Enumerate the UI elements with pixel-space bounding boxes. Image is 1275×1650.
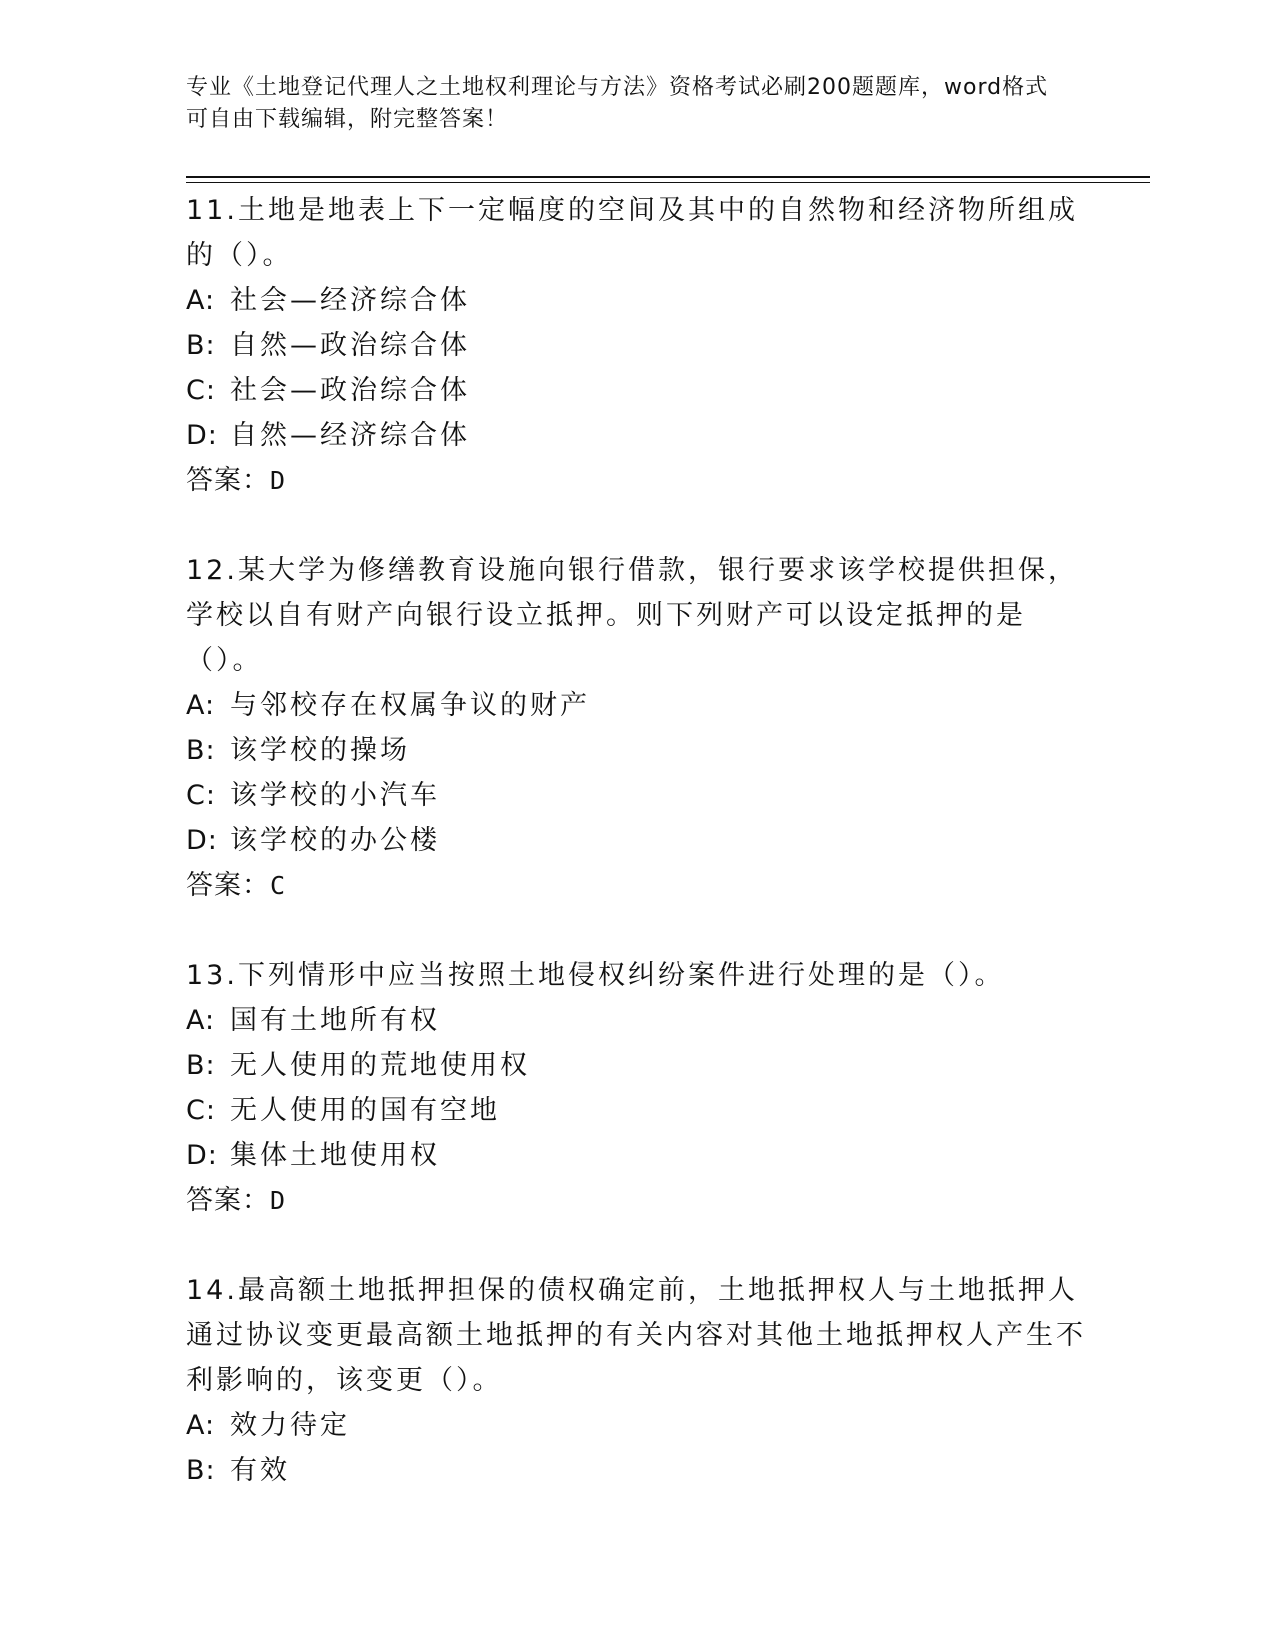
option-text: 效力待定: [230, 1410, 350, 1441]
option-letter: C:: [186, 1095, 216, 1126]
option-text: 自然—经济综合体: [230, 420, 470, 451]
answer-line: [186, 1178, 1086, 1223]
question-spacer: [186, 908, 1086, 953]
option-b: [186, 1043, 1086, 1088]
question-stem: 11.土地是地表上下一定幅度的空间及其中的自然物和经济物所组成的（）。: [186, 195, 1078, 271]
option-letter: A:: [186, 1005, 216, 1036]
option-letter: A:: [186, 690, 216, 721]
option-text: 无人使用的国有空地: [230, 1095, 500, 1126]
question-spacer: [186, 1223, 1086, 1268]
answer-label: 答案：: [186, 1185, 270, 1216]
option-letter: A:: [186, 1410, 216, 1441]
option-d: [186, 1133, 1086, 1178]
option-d: [186, 818, 1086, 863]
option-c: [186, 368, 1086, 413]
option-c: [186, 773, 1086, 818]
question-11: [186, 188, 1086, 503]
question-stem: 12.某大学为修缮教育设施向银行借款，银行要求该学校提供担保，学校以自有财产向银行设立抵押。则下列财产可以设定抵押的是（）。: [186, 555, 1078, 676]
answer-value: D: [270, 1186, 287, 1215]
option-a: [186, 998, 1086, 1043]
option-letter: C:: [186, 375, 216, 406]
option-text: 该学校的小汽车: [230, 780, 440, 811]
question-list: [186, 188, 1086, 1493]
option-text: 社会—政治综合体: [230, 375, 470, 406]
option-letter: B:: [186, 330, 216, 361]
answer-value: D: [270, 466, 287, 495]
option-letter: B:: [186, 735, 216, 766]
answer-line: [186, 458, 1086, 503]
option-letter: B:: [186, 1455, 216, 1486]
option-text: 集体土地使用权: [230, 1140, 440, 1171]
answer-value: C: [270, 871, 287, 900]
option-text: 国有土地所有权: [230, 1005, 440, 1036]
option-text: 该学校的操场: [230, 735, 410, 766]
option-c: [186, 1088, 1086, 1133]
option-a: [186, 278, 1086, 323]
option-b: [186, 728, 1086, 773]
option-text: 与邻校存在权属争议的财产: [230, 690, 590, 721]
option-letter: D:: [186, 420, 218, 451]
answer-label: 答案：: [186, 465, 270, 496]
option-d: [186, 413, 1086, 458]
header-divider-thin: [186, 182, 1150, 183]
question-13: [186, 953, 1086, 1223]
option-letter: A:: [186, 285, 216, 316]
question-stem: 13.下列情形中应当按照土地侵权纠纷案件进行处理的是（）。: [186, 960, 1005, 991]
answer-line: [186, 863, 1086, 908]
option-text: 有效: [230, 1455, 290, 1486]
question-stem: 14.最高额土地抵押担保的债权确定前，土地抵押权人与土地抵押人通过协议变更最高额土地抵押的有关内容对其他土地抵押权人产生不利影响的，该变更（）。: [186, 1275, 1086, 1396]
header-divider-thick: [186, 176, 1150, 178]
option-text: 社会—经济综合体: [230, 285, 470, 316]
document-title: 专业《土地登记代理人之土地权利理论与方法》资格考试必刷200题题库，word格式可自由下载编辑，附完整答案！: [186, 75, 1049, 132]
option-letter: D:: [186, 1140, 218, 1171]
option-letter: D:: [186, 825, 218, 856]
answer-label: 答案：: [186, 870, 270, 901]
question-12: [186, 548, 1086, 908]
option-letter: B:: [186, 1050, 216, 1081]
option-a: [186, 683, 1086, 728]
question-spacer: [186, 503, 1086, 548]
question-14: [186, 1268, 1086, 1493]
option-a: [186, 1403, 1086, 1448]
option-text: 该学校的办公楼: [230, 825, 440, 856]
document-header: [186, 72, 1066, 136]
option-text: 自然—政治综合体: [230, 330, 470, 361]
option-letter: C:: [186, 780, 216, 811]
option-text: 无人使用的荒地使用权: [230, 1050, 530, 1081]
option-b: [186, 323, 1086, 368]
option-b: [186, 1448, 1086, 1493]
